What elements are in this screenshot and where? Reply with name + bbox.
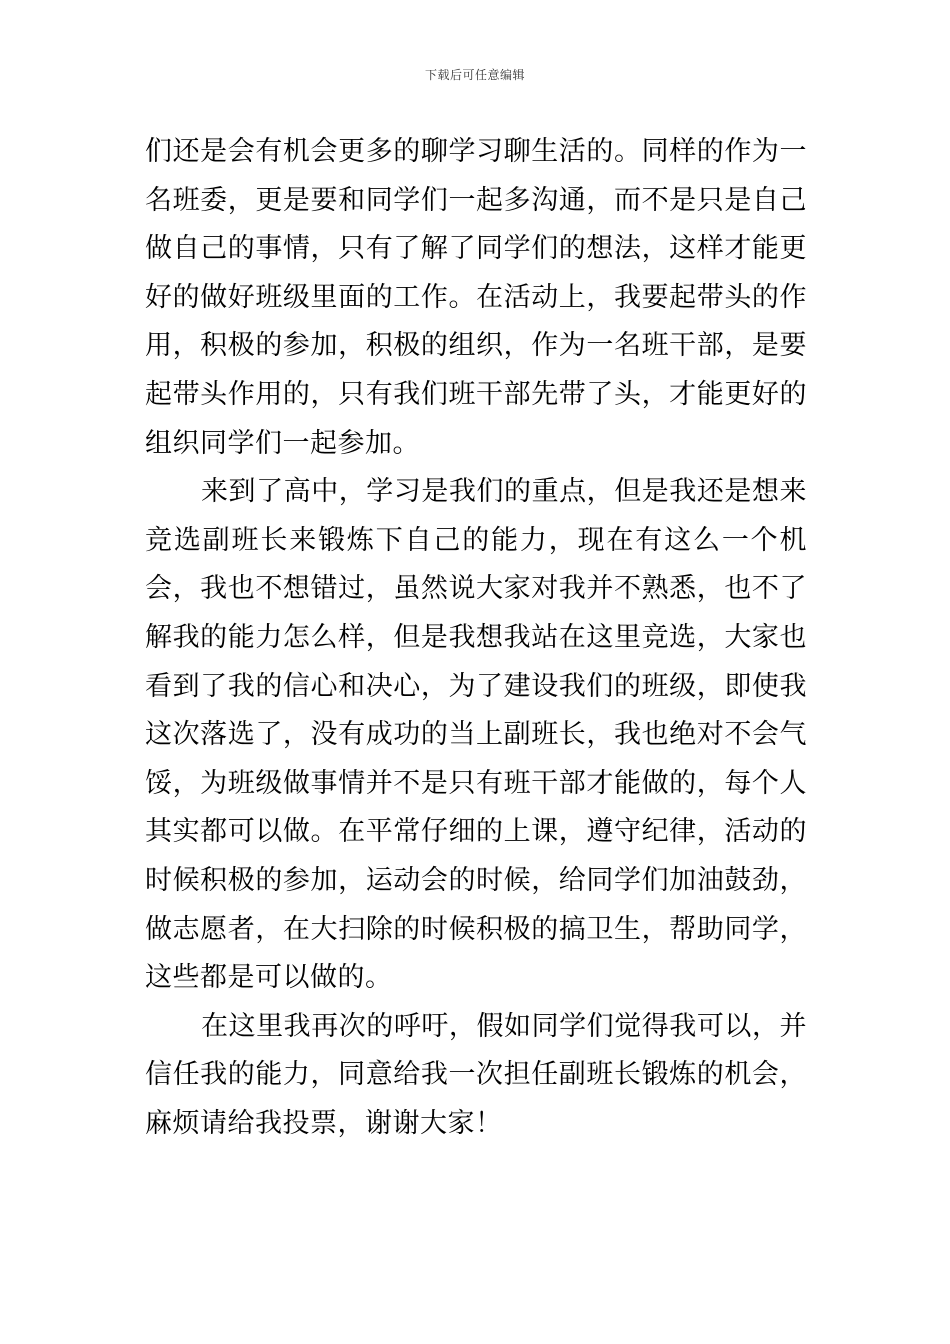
paragraph-campaign: 来到了高中，学习是我们的重点，但是我还是想来竞选副班长来锻炼下自己的能力，现在有这么一个机会，我也不想错过，虽然说大家对我并不熟悉，也不了解我的能力怎么样，但是我想我站在这里竞选，大家也看到了我的信心和决心，为了建设我们的班级，即使我这次落选了，没有成功的当上副班长，我也绝对不会气馁，为班级做事情并不是只有班干部才能做的，每个人其实都可以做。在平常仔细的上课，遵守纪律，活动的时候积极的参加，运动会的时候，给同学们加油鼓劲，做志愿者，在大扫除的时候积极的搞卫生，帮助同学，这些都是可以做的。 <box>145 476 807 994</box>
header-note: 下载后可任意编辑 <box>424 68 525 82</box>
paragraph-closing: 在这里我再次的呼吁，假如同学们觉得我可以，并信任我的能力，同意给我一次担任副班长锻炼的机会，麻烦请给我投票，谢谢大家！ <box>145 1010 807 1139</box>
body-text <box>145 128 807 1148</box>
paragraph-continuation: 们还是会有机会更多的聊学习聊生活的。同样的作为一名班委，更是要和同学们一起多沟通，而不是只是自己做自己的事情，只有了解了同学们的想法，这样才能更好的做好班级里面的工作。在活动上，我要起带头的作用，积极的参加，积极的组织，作为一名班干部，是要起带头作用的，只有我们班干部先带了头，才能更好的组织同学们一起参加。 <box>145 136 807 459</box>
